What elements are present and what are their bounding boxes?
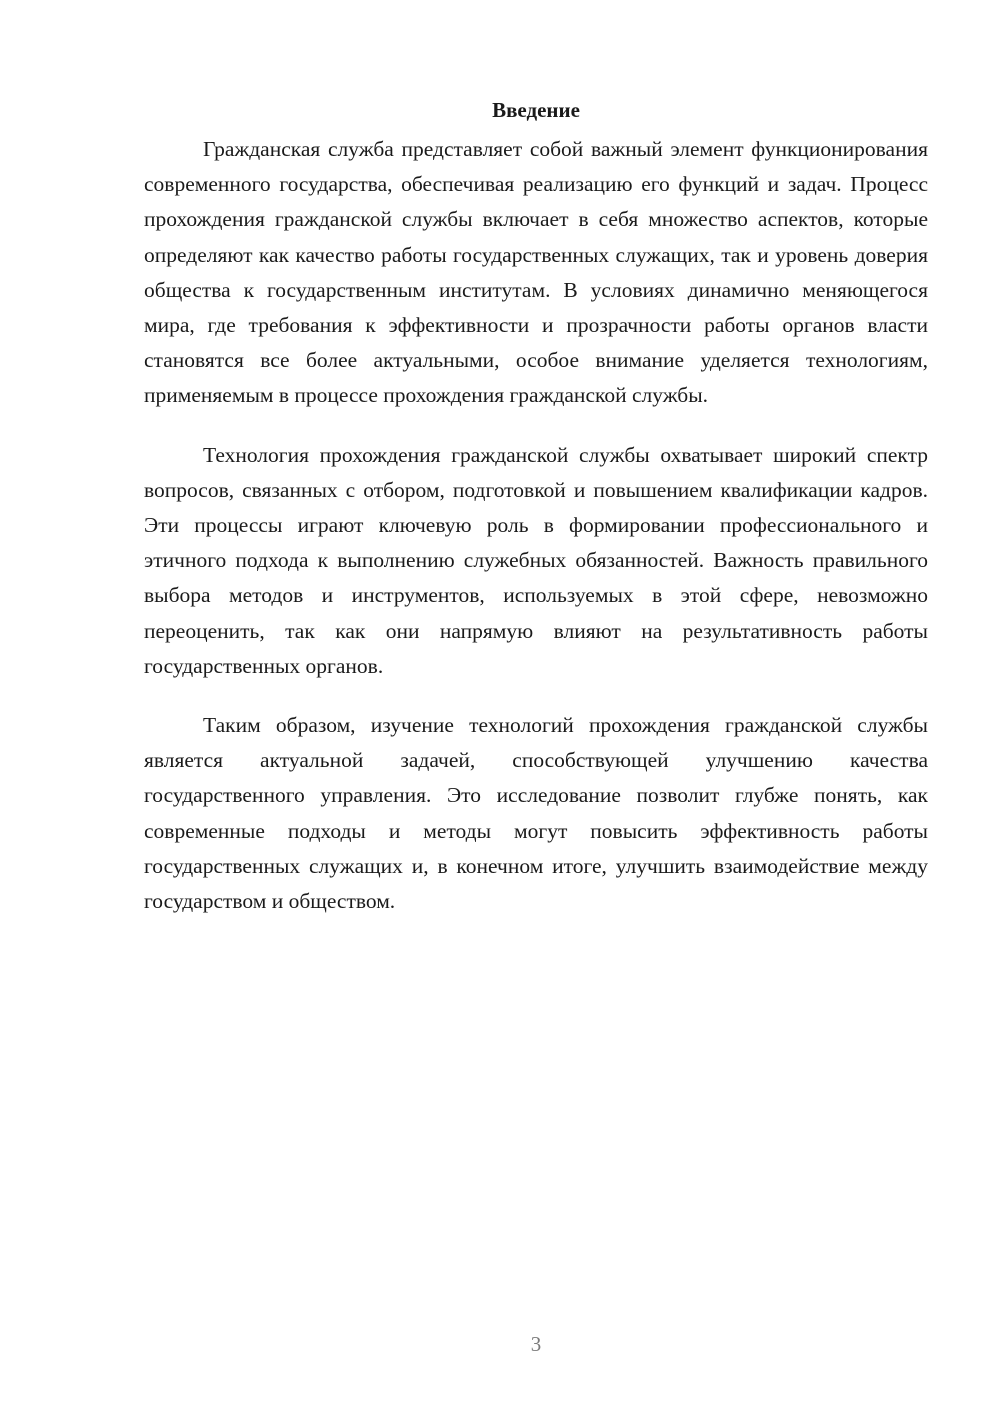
page-number: 3	[530, 1332, 542, 1356]
page-body	[144, 92, 928, 943]
paragraph-3: Таким образом, изучение технологий прохождения гражданской службы является актуальной задачей, способствующей улучшению качества государственного управления. Это исследование позволит глубже понять, как современные подходы и методы могут повысить эффективность работы государственных служащих и, в конечном итоге, улучшить взаимодействие между государством и обществом.	[144, 713, 928, 914]
paragraph-1: Гражданская служба представляет собой важный элемент функционирования современного государства, обеспечивая реализацию его функций и задач. Процесс прохождения гражданской службы включает в себя множество аспектов, которые определяют как качество работы государственных служащих, так и уровень доверия общества к государственным институтам. В условиях динамично меняющегося мира, где требования к эффективности и прозрачности работы органов власти становятся все более актуальными, особое внимание уделяется технологиям, применяемым в процессе прохождения гражданской службы.	[144, 137, 928, 408]
paragraph-2: Технология прохождения гражданской службы охватывает широкий спектр вопросов, связанных с отбором, подготовкой и повышением квалификации кадров. Эти процессы играют ключевую роль в формировании профессионального и этичного подхода к выполнению служебных обязанностей. Важность правильного выбора методов и инструментов, используемых в этой сфере, невозможно переоценить, так как они напрямую влияют на результативность работы государственных органов.	[144, 442, 928, 678]
section-heading: Введение	[492, 98, 580, 122]
